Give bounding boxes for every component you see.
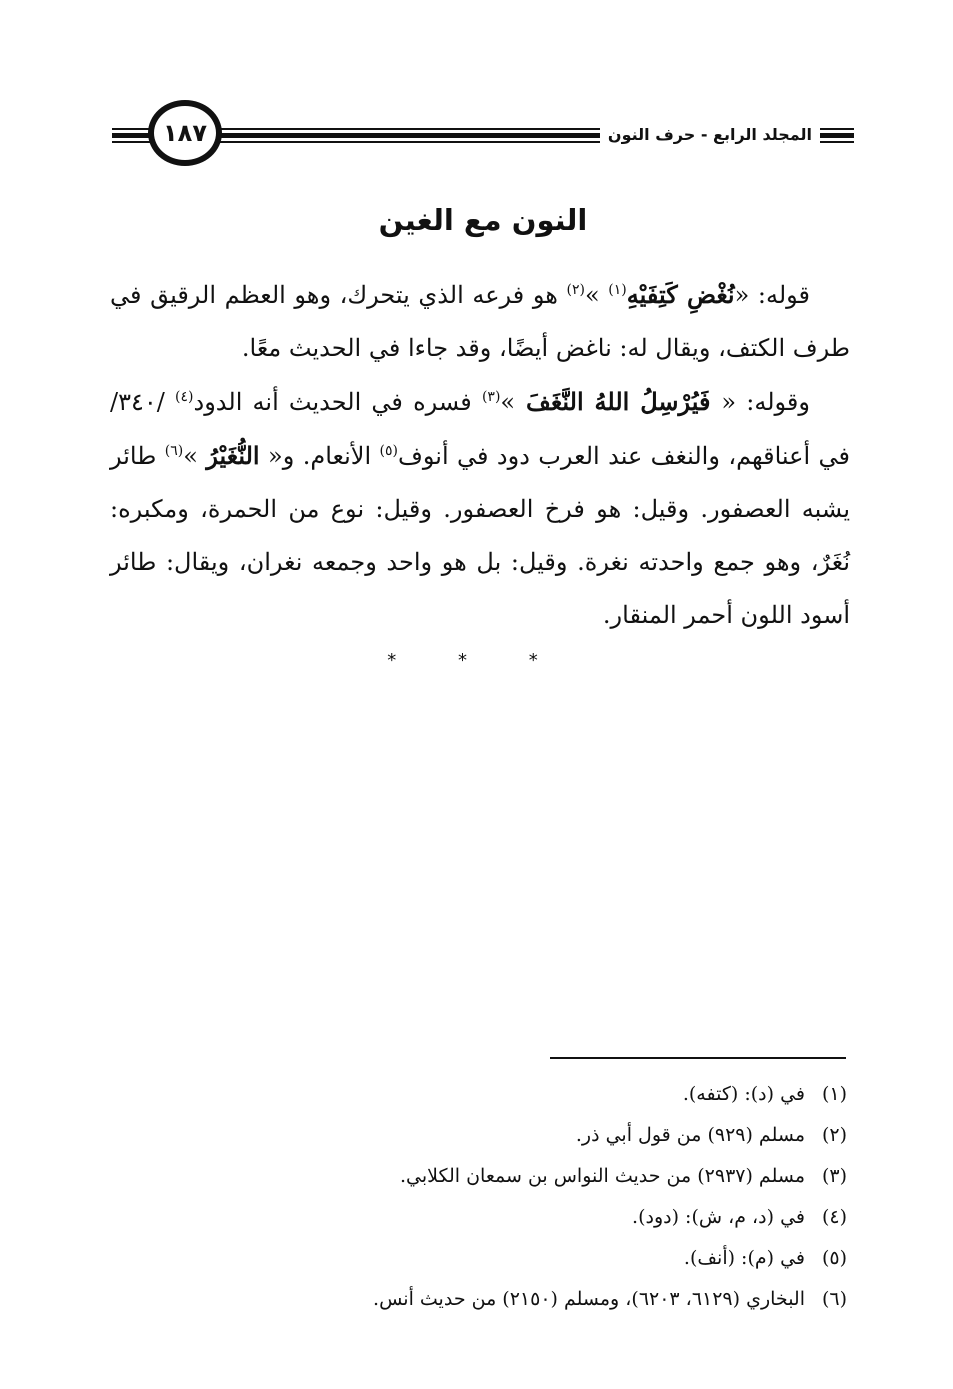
text-run: طائر يشبه العصفور. وقيل: هو فرخ العصفور. وقيل: نوع من الحمرة، ومكبره: نُغَرٌ، وهو جمع واحدته نغرة. وقيل: بل هو واحد وجمعه نغران، ويقال: طائر أسود اللون أحمر المنقار.	[110, 442, 850, 629]
text-run: الأنعام. و«	[259, 442, 380, 470]
text-run: هو فرعه الذي يتحرك، وهو العظم الرقيق في طرف الكتف، ويقال له: ناغض أيضًا، وقد جاءا في الحديث معًا.	[110, 281, 850, 362]
section-separator: * * *	[387, 650, 566, 671]
text-run: قوله: «	[734, 281, 811, 309]
footnote-text: البخاري (٦١٢٩، ٦٢٠٣)، ومسلم (٢١٥٠) من حديث أنس.	[373, 1288, 805, 1310]
running-head: المجلد الرابع - حرف النون	[600, 122, 820, 148]
text-run: /٣٤٠/ في أعناقهم، والنغف عند العرب دود في أنوف	[110, 388, 850, 470]
footnotes	[247, 1074, 847, 1320]
section-title: النون مع الغين	[378, 203, 588, 237]
hadith-word: النُّغَيْرُ	[206, 441, 260, 470]
footnote	[247, 1074, 847, 1115]
header-rule	[112, 128, 150, 130]
footnote	[247, 1279, 847, 1320]
footnote-marker: (١)	[608, 282, 627, 298]
text-run: فسره في الحديث أنه الدود	[193, 388, 482, 416]
footnote-marker: (٢)	[566, 282, 585, 298]
footnote	[247, 1156, 847, 1197]
footnote-marker: (٦)	[164, 443, 184, 459]
footnote-text: في (د): (كتفه).	[682, 1083, 805, 1105]
footnote-number: (٣)	[821, 1165, 847, 1187]
text-run: »	[500, 388, 516, 416]
footnote-number: (٢)	[821, 1124, 847, 1146]
footnote-marker: (٥)	[379, 443, 398, 459]
footnote-text: في (د، م، ش): (دود).	[632, 1206, 805, 1228]
text-run: »	[584, 281, 609, 309]
footnote	[247, 1115, 847, 1156]
footnote	[247, 1197, 847, 1238]
text-run: »	[183, 442, 207, 470]
paragraph	[110, 268, 850, 375]
footnote-number: (١)	[821, 1083, 847, 1105]
header-rule	[112, 141, 150, 143]
footnote-number: (٤)	[821, 1206, 847, 1228]
footnote-marker: (٣)	[481, 389, 501, 405]
footnote-marker: (٤)	[175, 389, 194, 405]
hadith-word: فَيُرْسِلُ اللهُ النَّغَفَ	[515, 387, 722, 416]
body-text	[110, 268, 850, 642]
page-number: ١٨٧	[148, 100, 222, 166]
hadith-word: نُغْضِ كَتِفَيْهِ	[626, 280, 735, 309]
header-rule	[112, 133, 150, 138]
text-run: وقوله: «	[721, 388, 810, 416]
footnote-text: مسلم (٢٩٣٧) من حديث النواس بن سمعان الكلابي.	[399, 1165, 805, 1187]
footnote-text: في (م): (أنف).	[683, 1247, 805, 1269]
footnote	[247, 1238, 847, 1279]
footnote-number: (٦)	[821, 1288, 847, 1310]
footnote-rule	[550, 1057, 846, 1059]
footnote-number: (٥)	[821, 1247, 847, 1269]
page-header	[112, 98, 854, 172]
paragraph	[110, 375, 850, 642]
footnote-text: مسلم (٩٢٩) من قول أبي ذر.	[575, 1124, 805, 1146]
